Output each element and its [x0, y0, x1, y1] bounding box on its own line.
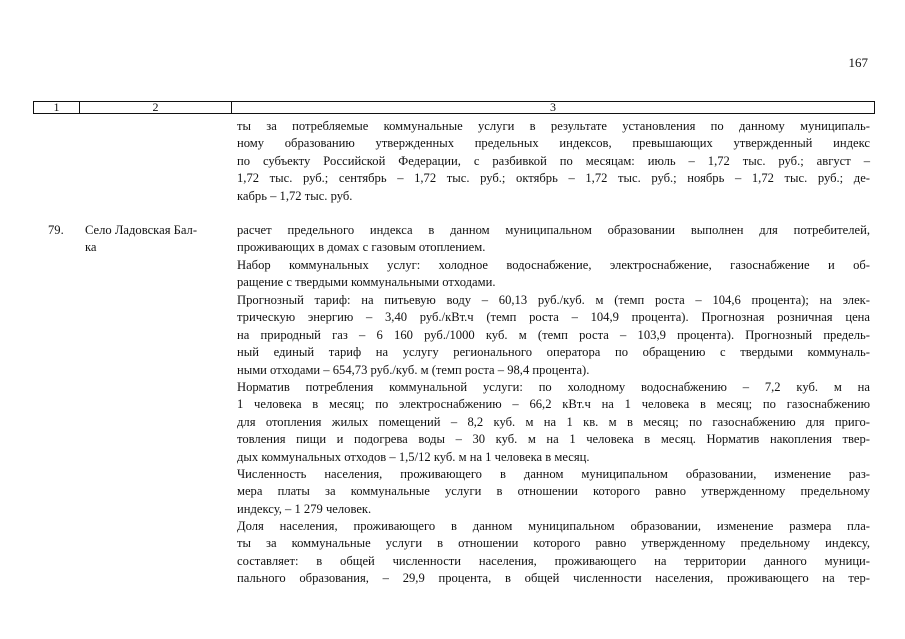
text-line: Прогнозный тариф: на питьевую воду – 60,13 руб./куб. м (темп роста – 104,6 процента); на элек-	[237, 293, 870, 307]
continuation-text	[237, 118, 870, 205]
text-line: ными отходами – 654,73 руб./куб. м (темп роста – 98,4 процента).	[237, 362, 590, 377]
text-line: Норматив потребления коммунальной услуги: по холодному водоснабжению – 7,2 куб. м на	[237, 380, 870, 394]
text-line: расчет предельного индекса в данном муниципальном образовании выполнен для потребителей,	[237, 223, 870, 237]
page-number: 167	[848, 55, 868, 70]
row-name-line: Село Ладовская Бал-	[85, 223, 198, 237]
text-line: Набор коммунальных услуг: холодное водоснабжение, электроснабжение, газоснабжение и об-	[237, 258, 870, 272]
header-cell-2: 2	[80, 102, 232, 113]
text-line: кабрь – 1,72 тыс. руб.	[237, 188, 353, 203]
paragraph-population	[237, 466, 870, 518]
table-header-row	[33, 101, 875, 114]
text-line: ный единый тариф на услугу регионального оператора по обращению с твердыми коммуналь-	[237, 345, 870, 360]
text-line: по субъекту Российской Федерации, с разбивкой по месяцам: июль – 1,72 тыс. руб.; август –	[237, 153, 870, 168]
header-cell-1: 1	[34, 102, 80, 113]
text-line: товления пищи и подогрева воды – 30 куб. м на 1 человека в месяц. Норматив накопления твер-	[237, 432, 870, 447]
text-line: ты за коммунальные услуги в отношении которого равно утвержденному предельному индексу,	[237, 536, 870, 551]
paragraph-share	[237, 518, 870, 588]
text-line: индексу, – 1 279 человек.	[237, 501, 372, 516]
text-line: трическую энергию – 3,40 руб./кВт.ч (темп роста – 104,9 процента). Прогнозная розничная цена	[237, 310, 870, 325]
text-line: проживающих в домах с газовым отоплением.	[237, 240, 486, 255]
text-line: 1 человека в месяц; по электроснабжению – 66,2 кВт.ч на 1 человека в месяц; по газоснабжению	[237, 397, 870, 412]
text-line: ращение с твердыми коммунальными отходами.	[237, 275, 496, 290]
text-line: мера платы за коммунальные услуги в отношении которого равно утвержденному предельному	[237, 484, 870, 499]
text-line: Доля населения, проживающего в данном муниципальном образовании, изменение размера пла-	[237, 519, 870, 533]
paragraph-index-calc	[237, 222, 870, 257]
text-line: для отопления жилых помещений – 8,2 куб. м на 1 кв. м в месяц; по газоснабжению для приго-	[237, 414, 870, 429]
text-line: дых коммунальных отходов – 1,5/12 куб. м на 1 человека в месяц.	[237, 449, 590, 464]
row-number: 79.	[48, 223, 64, 237]
text-line: 1,72 тыс. руб.; сентябрь – 1,72 тыс. руб.; октябрь – 1,72 тыс. руб.; ноябрь – 1,72 тыс. руб.; де-	[237, 171, 870, 186]
paragraph-services	[237, 257, 870, 292]
paragraph-norms	[237, 379, 870, 466]
paragraph-tariff	[237, 292, 870, 379]
header-cell-3: 3	[550, 100, 556, 114]
text-line: пального образования, – 29,9 процента, в общей численности населения, проживающего на тер-	[237, 571, 870, 586]
text-line: на природный газ – 6 160 руб./1000 куб. м (темп роста – 103,9 процента). Прогнозный предель-	[237, 327, 870, 342]
text-line: составляет: в общей численности населения, проживающего на территории данного муници-	[237, 553, 870, 568]
row-name-line: ка	[85, 240, 97, 255]
text-line: Численность населения, проживающего в данном муниципальном образовании, изменение раз-	[237, 467, 870, 481]
text-line: ному образованию утвержденных предельных индексов, превышающих утвержденный индекс	[237, 136, 870, 151]
text-line: ты за потребляемые коммунальные услуги в результате установления по данному муниципаль-	[237, 119, 870, 133]
row-name	[85, 222, 233, 257]
